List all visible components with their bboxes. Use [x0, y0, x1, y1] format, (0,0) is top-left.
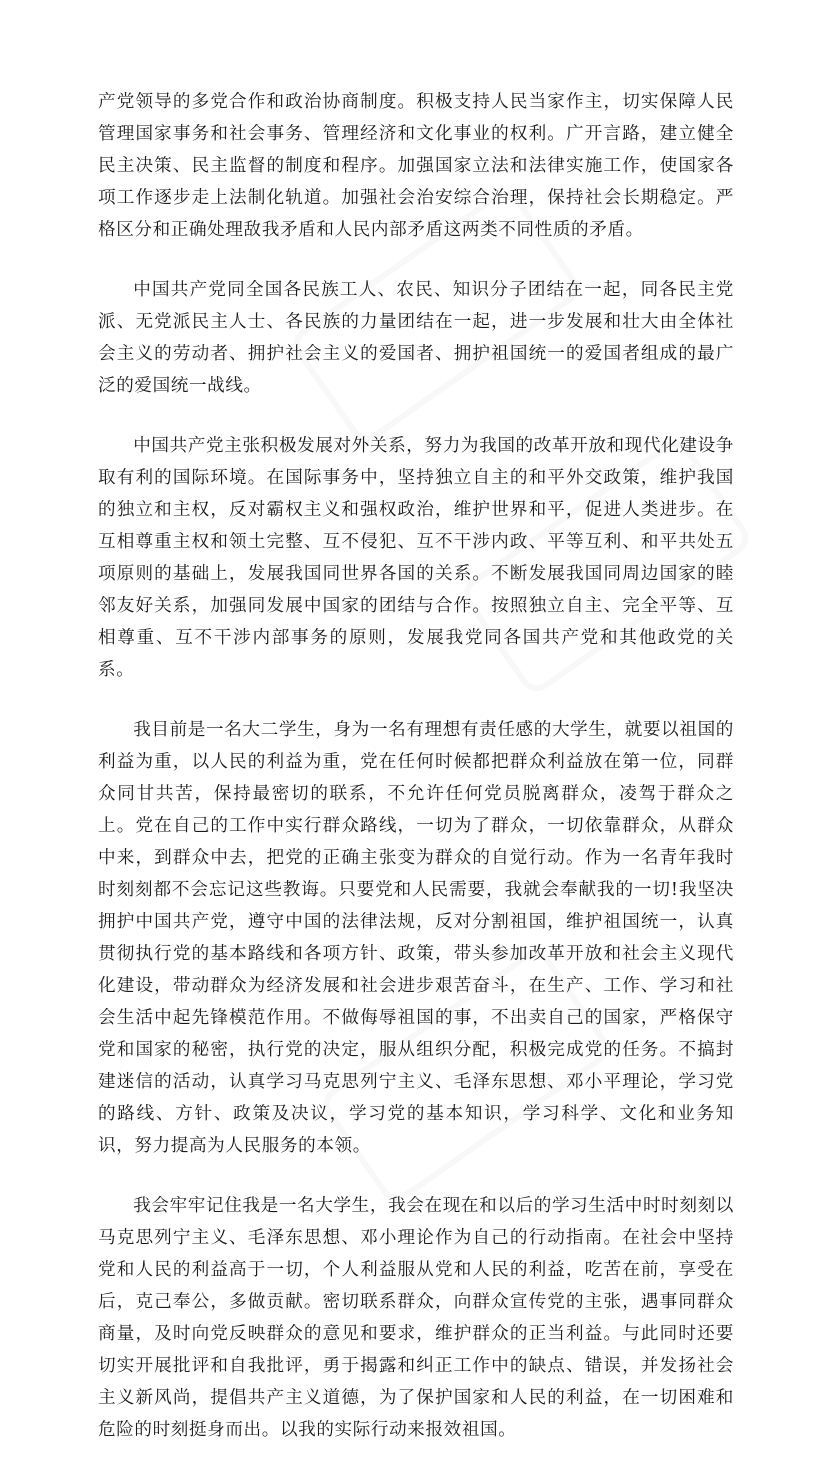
- paragraph-continuation: 产党领导的多党合作和政治协商制度。积极支持人民当家作主，切实保障人民管理国家事务和社会事务、管理经济和文化事业的权利。广开言路，建立健全民主决策、民主监督的制度和程序。加强国家立法和法律实施工作，使国家各项工作逐步走上法制化轨道。加强社会治安综合治理，保持社会长期稳定。严格区分和正确处理敌我矛盾和人民内部矛盾这两类不同性质的矛盾。: [98, 92, 734, 240]
- paragraph-united-front: 中国共产党同全国各民族工人、农民、知识分子团结在一起，同各民主党派、无党派民主人士、各民族的力量团结在一起，进一步发展和壮大由全体社会主义的劳动者、拥护社会主义的爱国者、拥护祖国统一的爱国者组成的最广泛的爱国统一战线。: [98, 280, 734, 396]
- document-page: [98, 86, 734, 1474]
- paragraph-personal-commitment: 我目前是一名大二学生，身为一名有理想有责任感的大学生，就要以祖国的利益为重，以人民的利益为重，党在任何时候都把群众利益放在第一位，同群众同甘共苦，保持最密切的联系，不允许任何党员脱离群众，凌驾于群众之上。党在自己的工作中实行群众路线，一切为了群众，一切依靠群众，从群众中来，到群众中去，把党的正确主张变为群众的自觉行动。作为一名青年我时时刻刻都不会忘记这些教诲。只要党和人民需要，我就会奉献我的一切!我坚决拥护中国共产党，遵守中国的法律法规，反对分割祖国，维护祖国统一，认真贯彻执行党的基本路线和各项方针、政策，带头参加改革开放和社会主义现代化建设，带动群众为经济发展和社会进步艰苦奋斗，在生产、工作、学习和社会生活中起先锋模范作用。不做侮辱祖国的事，不出卖自己的国家，严格保守党和国家的秘密，执行党的决定，服从组织分配，积极完成党的任务。不搞封建迷信的活动，认真学习马克思列宁主义、毛泽东思想、邓小平理论，学习党的路线、方针、政策及决议，学习党的基本知识，学习科学、文化和业务知识，努力提高为人民服务的本领。: [98, 720, 734, 1156]
- paragraph-foreign-relations: 中国共产党主张积极发展对外关系，努力为我国的改革开放和现代化建设争取有利的国际环境。在国际事务中，坚持独立自主的和平外交政策，维护我国的独立和主权，反对霸权主义和强权政治，维护世界和平，促进人类进步。在互相尊重主权和领土完整、互不侵犯、互不干涉内政、平等互利、和平共处五项原则的基础上，发展我国同世界各国的关系。不断发展我国同周边国家的睦邻友好关系，加强同发展中国家的团结与合作。按照独立自主、完全平等、互相尊重、互不干涉内部事务的原则，发展我党同各国共产党和其他政党的关系。: [98, 436, 734, 680]
- paragraph-conclusion: 我会牢牢记住我是一名大学生，我会在现在和以后的学习生活中时时刻刻以马克思列宁主义、毛泽东思想、邓小理论作为自己的行动指南。在社会中坚持党和人民的利益高于一切，个人利益服从党和人民的利益，吃苦在前，享受在后，克己奉公，多做贡献。密切联系群众，向群众宣传党的主张，遇事同群众商量，及时向党反映群众的意见和要求，维护群众的正当利益。与此同时还要切实开展批评和自我批评，勇于揭露和纠正工作中的缺点、错误，并发扬社会主义新风尚，提倡共产主义道德，为了保护国家和人民的利益，在一切困难和危险的时刻挺身而出。以我的实际行动来报效祖国。: [98, 1196, 734, 1440]
